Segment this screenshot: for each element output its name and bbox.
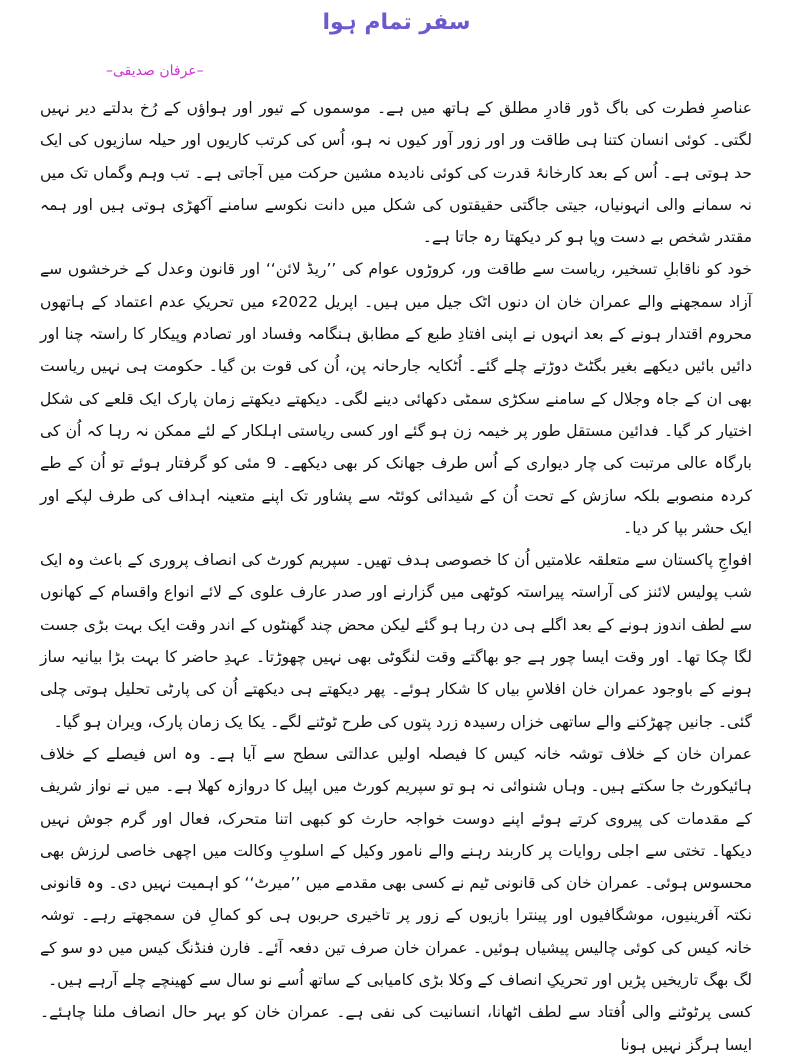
author-byline: –عرفان صدیقی– — [106, 63, 204, 79]
paragraph-2: خود کو ناقابلِ تسخیر، ریاست سے طاقت ور، کروڑوں عوام کی ’’ریڈ لائن‘‘ اور قانون وعدل کے خرخشوں سے آزاد سمجھنے والے عمران خان ان دنوں اٹک جیل میں ہیں۔ اپریل 2022ء میں تحریکِ عدم اعتماد کے ہاتھوں محروم اقتدار ہونے کے بعد انہوں نے اپنی افتادِ طبع کے مطابق ہنگامہ وفساد اور تصادم وپیکار کا راستہ چنا اور دائیں بائیں دیکھے بغیر بگٹٹ دوڑتے چلے گئے۔ اُٹکایہ جارحانہ پن، اُن کی قوت بن گیا۔ حکومت ہی نہیں ریاست بھی ان کے جاہ وجلال کے سامنے سکڑی سمٹی دکھائی دینے لگی۔ دیکھتے دیکھتے زمان پارک ایک قلعے کی شکل اختیار کر گیا۔ فدائین مستقل طور پر خیمہ زن ہو گئے اور کسی ریاستی اہلکار کے لئے ممکن نہ رہا کہ اُن کی بارگاہ عالی مرتبت کی چار دیواری کے اُس طرف جھانک کر بھی دیکھے۔ 9 مئی کو گرفتار ہوئے تو اُن کے طے کردہ منصوبے بلکہ سازش کے تحت اُن کے شیدائی کوئٹہ سے پشاور تک اپنے متعینہ اہداف کی طرف لپکے اور ایک حشر بپا کر دیا۔ — [40, 260, 752, 537]
paragraph-3: افواجِ پاکستان سے متعلقہ علامتیں اُن کا خصوصی ہدف تھیں۔ سپریم کورٹ کی انصاف پروری کے باعث وہ ایک شب پولیس لائنز کی آراستہ پیراستہ کوٹھی میں گزارنے اور صدر عارف علوی کے لائے انواع واقسام کے کھانوں سے لطف اندوز ہونے کے بعد اگلے ہی دن رہا ہو گئے لیکن محض چند گھنٹوں کے اندر وقت ایک بہت بڑی جست لگا چکا تھا۔ اور وقت ایسا چور ہے جو بھاگتے وقت لنگوٹی بھی نہیں چھوڑتا۔ عہدِ حاضر کا بہت بڑا بیانیہ ساز ہونے کے باوجود عمران خان افلاسِ بیاں کا شکار ہوئے۔ پھر دیکھتے ہی دیکھتے اُن کی پارٹی تحلیل ہوتی چلی گئی۔ جانیں چھڑکنے والے ساتھی خزاں رسیدہ زرد پتوں کی طرح ٹوٹنے لگے۔ یکا یک زمان پارک، ویران ہو گیا۔ — [40, 551, 752, 731]
paragraph-4: عمران خان کے خلاف توشہ خانہ کیس کا فیصلہ اولیں عدالتی سطح سے آیا ہے۔ وہ اس فیصلے کے خلاف ہائیکورٹ جا سکتے ہیں۔ وہاں شنوائی نہ ہو تو سپریم کورٹ میں اپیل کا دروازہ کھلا ہے۔ میں نے نواز شریف کے مقدمات کی پیروی کرتے ہوئے اپنے دوست خواجہ حارث کو کبھی اتنا متحرک، فعال اور گرم جوش نہیں دیکھا۔ تختی سے اجلی روایات پر کاربند رہنے والے نامور وکیل کے اسلوبِ وکالت میں اچھی خاصی لرزش بھی محسوس ہوئی۔ عمران خان کی قانونی ٹیم نے کسی بھی مقدمے میں ’’میرٹ‘‘ کو اہمیت نہیں دی۔ وہ قانونی نکتہ آفرینیوں، موشگافیوں اور پینترا بازیوں کے زور پر تاخیری حربوں ہی کو کمالِ فن سمجھتے رہے۔ توشہ خانہ کیس کی کوئی چالیس پیشیاں ہوئیں۔ عمران خان صرف تین دفعہ آئے۔ فارن فنڈنگ کیس میں دو سو کے لگ بھگ تاریخیں پڑیں اور تحریکِ انصاف کے وکلا بڑی کامیابی کے ساتھ اُسے نو سال سے کھینچے چلے آرہے ہیں۔ — [40, 744, 752, 990]
article-title: سفر تمام ہوا — [322, 10, 471, 35]
paragraph-5: کسی پرٹوٹنے والی اُفتاد سے لطف اٹھانا، انسانیت کی نفی ہے۔ عمران خان کو بہر حال انصاف ملنا چاہئے۔ ایسا ہرگز نہیں ہونا — [40, 1003, 752, 1054]
paragraph-1: عناصرِ فطرت کی باگ ڈور قادرِ مطلق کے ہاتھ میں ہے۔ موسموں کے تیور اور ہواؤں کے رُخ بدلتے دیر نہیں لگتی۔ کوئی انسان کتنا ہی طاقت ور اور زور آور کیوں نہ ہو، اُس کی کرتب کاریوں اور حیلہ سازیوں کی ایک حد ہوتی ہے۔ اُس کے بعد کارخانۂ قدرت کی کوئی نادیدہ مشین حرکت میں آجاتی ہے۔ تب وہم وگماں تک میں نہ سمانے والی انہونیاں، جیتی جاگتی حقیقتوں کی شکل میں دانت نکوسے سامنے آکھڑی ہوتی ہیں اور ہمہ مقتدر شخص بے دست وپا ہو کر دیکھتا رہ جاتا ہے۔ — [40, 99, 752, 247]
article-body — [40, 92, 752, 1061]
